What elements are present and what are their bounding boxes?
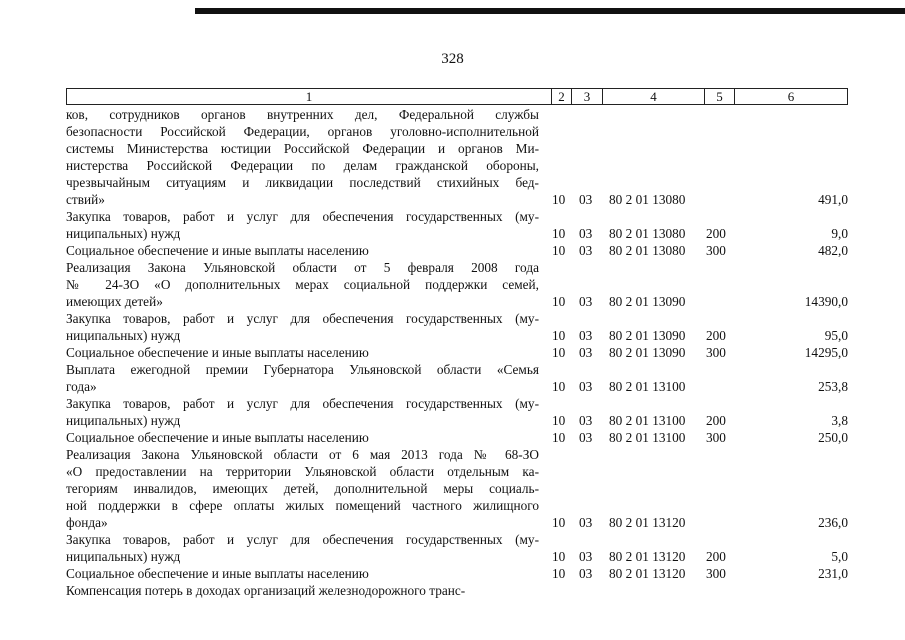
target-article-code: 80 2 01 13080 [609,192,686,207]
target-article-code: 80 2 01 13120 [609,515,686,530]
target-article-code: 80 2 01 13100 [609,430,686,445]
amount-value: 14390,0 [804,294,848,309]
header-col-6: 6 [734,88,848,105]
row-description [66,429,539,446]
row-description [66,310,539,344]
section-code: 10 [552,345,566,360]
description-line: Компенсация потерь в доходах организаций железнодорожного транс- [66,583,466,598]
amount-value: 95,0 [824,328,848,343]
subsection-code: 03 [579,430,593,445]
target-article-code: 80 2 01 13120 [609,549,686,564]
description-line: ниципальных) нужд [66,549,181,564]
amount-value: 482,0 [818,243,848,258]
target-article-code: 80 2 01 13090 [609,345,686,360]
table-row [66,565,856,582]
section-code: 10 [552,243,566,258]
description-line: безопасности Российской Федерации, органов уголовно-исполнительной [66,124,539,139]
target-article-code: 80 2 01 13090 [609,328,686,343]
description-line: ков, сотрудников органов внутренних дел, Федеральной службы [66,107,539,122]
description-line: ниципальных) нужд [66,226,181,241]
subsection-code: 03 [579,515,593,530]
table-row [66,106,856,208]
subsection-code: 03 [579,549,593,564]
section-code: 10 [552,294,566,309]
expense-type-code: 200 [706,549,726,564]
description-line: «О предоставлении на территории Ульяновской области отдельным ка- [66,464,539,479]
description-line: ствий» [66,192,105,207]
row-description [66,208,539,242]
amount-value: 250,0 [818,430,848,445]
subsection-code: 03 [579,192,593,207]
row-description [66,242,539,259]
subsection-code: 03 [579,345,593,360]
target-article-code: 80 2 01 13090 [609,294,686,309]
table-row [66,242,856,259]
header-col-1: 1 [66,88,552,105]
row-description [66,395,539,429]
header-col-4: 4 [602,88,705,105]
subsection-code: 03 [579,328,593,343]
section-code: 10 [552,192,566,207]
section-code: 10 [552,566,566,581]
description-line: ной поддержки в сфере оплаты жилых помещений частного жилищного [66,498,539,513]
expense-type-code: 200 [706,328,726,343]
description-line: Социальное обеспечение и иные выплаты населению [66,430,369,445]
expense-type-code: 300 [706,566,726,581]
description-line: Закупка товаров, работ и услуг для обеспечения государственных (му- [66,311,539,326]
table-row [66,344,856,361]
description-line: системы Министерства юстиции Российской Федерации и органов Ми- [66,141,539,156]
description-line: Реализация Закона Ульяновской области от 5 февраля 2008 года [66,260,539,275]
description-line: фонда» [66,515,108,530]
amount-value: 5,0 [831,549,848,564]
row-description [66,531,539,565]
section-code: 10 [552,379,566,394]
row-description [66,106,539,208]
amount-value: 231,0 [818,566,848,581]
header-col-5: 5 [704,88,735,105]
description-line: ниципальных) нужд [66,413,181,428]
table-row [66,208,856,242]
table-row [66,531,856,565]
description-line: ниципальных) нужд [66,328,181,343]
expense-type-code: 200 [706,226,726,241]
description-line: года» [66,379,97,394]
page-number: 328 [441,51,464,67]
target-article-code: 80 2 01 13120 [609,566,686,581]
section-code: 10 [552,413,566,428]
description-line: имеющих детей» [66,294,163,309]
description-line: Социальное обеспечение и иные выплаты населению [66,345,369,360]
description-line: Закупка товаров, работ и услуг для обеспечения государственных (му- [66,532,539,547]
section-code: 10 [552,515,566,530]
budget-table-body [66,106,856,599]
row-description [66,361,539,395]
row-description [66,446,539,531]
row-description [66,582,539,599]
target-article-code: 80 2 01 13080 [609,243,686,258]
amount-value: 14295,0 [804,345,848,360]
description-line: Закупка товаров, работ и услуг для обеспечения государственных (му- [66,396,539,411]
expense-type-code: 300 [706,430,726,445]
table-row [66,446,856,531]
description-line: чрезвычайным ситуациям и ликвидации последствий стихийных бед- [66,175,539,190]
description-line: Выплата ежегодной премии Губернатора Ульяновской области «Семья [66,362,539,377]
description-line: Социальное обеспечение и иные выплаты населению [66,566,369,581]
amount-value: 9,0 [831,226,848,241]
section-code: 10 [552,549,566,564]
amount-value: 236,0 [818,515,848,530]
description-line: нистерства Российской Федерации по делам гражданской обороны, [66,158,539,173]
table-row [66,582,856,599]
target-article-code: 80 2 01 13100 [609,413,686,428]
table-row [66,259,856,310]
subsection-code: 03 [579,243,593,258]
subsection-code: 03 [579,413,593,428]
section-code: 10 [552,328,566,343]
target-article-code: 80 2 01 13080 [609,226,686,241]
section-code: 10 [552,226,566,241]
row-description [66,565,539,582]
description-line: Закупка товаров, работ и услуг для обеспечения государственных (му- [66,209,539,224]
header-col-2: 2 [551,88,572,105]
header-col-3: 3 [571,88,603,105]
subsection-code: 03 [579,226,593,241]
subsection-code: 03 [579,566,593,581]
expense-type-code: 200 [706,413,726,428]
row-description [66,259,539,310]
description-line: Реализация Закона Ульяновской области от 6 мая 2013 года № 68-ЗО [66,447,539,462]
expense-type-code: 300 [706,243,726,258]
amount-value: 253,8 [818,379,848,394]
description-line: тегориям инвалидов, имеющих детей, дополнительной меры социаль- [66,481,539,496]
section-code: 10 [552,430,566,445]
table-row [66,429,856,446]
expense-type-code: 300 [706,345,726,360]
description-line: № 24-ЗО «О дополнительных мерах социальной поддержки семей, [66,277,539,292]
row-description [66,344,539,361]
target-article-code: 80 2 01 13100 [609,379,686,394]
amount-value: 491,0 [818,192,848,207]
scan-edge-bar [195,8,905,14]
table-row [66,395,856,429]
amount-value: 3,8 [831,413,848,428]
subsection-code: 03 [579,294,593,309]
table-row [66,310,856,344]
description-line: Социальное обеспечение и иные выплаты населению [66,243,369,258]
table-row [66,361,856,395]
subsection-code: 03 [579,379,593,394]
